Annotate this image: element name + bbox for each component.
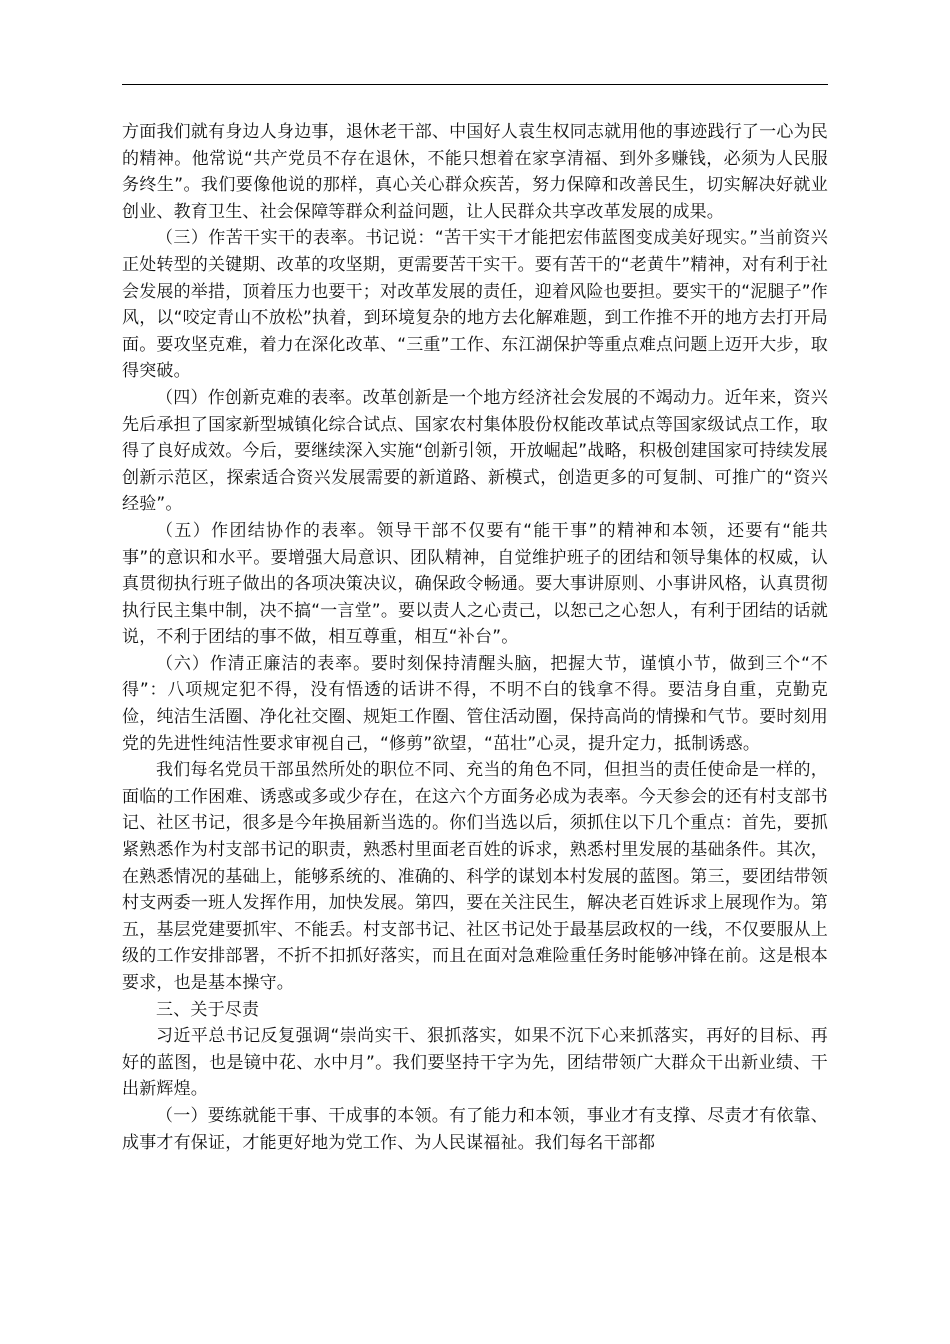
paragraph-village-secretaries: 我们每名党员干部虽然所处的职位不同、充当的角色不同，但担当的责任使命是一样的，面临的工作困难、诱惑或多或少存在，在这六个方面务必成为表率。今天参会的还有村支部书记、社区书记，很多是今年换届新当选的。你们当选以后，须抓住以下几个重点：首先，要抓紧熟悉作为村支部书记的职责，熟悉村里面老百姓的诉求，熟悉村里发展的基础条件。其次，在熟悉情况的基础上，能够系统的、准确的、科学的谋划本村发展的蓝图。第三，要团结带领村支两委一班人发挥作用，加快发展。第四，要在关注民生，解决老百姓诉求上展现作为。第五，基层党建要抓牢、不能丢。村支部书记、社区书记处于最基层政权的一线，不仅要服从上级的工作安排部署，不折不扣抓好落实，而且在面对急难险重任务时能够冲锋在前。这是根本要求，也是基本操守。 bbox=[122, 760, 828, 993]
paragraph-innovation: （四）作创新克难的表率。改革创新是一个地方经济社会发展的不竭动力。近年来，资兴先后承担了国家新型城镇化综合试点、国家农村集体股份权能改革试点等国家级试点工作，取得了良好成效。今后，要继续深入实施“创新引领，开放崛起”战略，积极创建国家可持续发展创新示范区，探索适合资兴发展需要的新道路、新模式，创造更多的可复制、可推广的“资兴经验”。 bbox=[122, 387, 829, 515]
paragraph-unity: （五）作团结协作的表率。领导干部不仅要有“能干事”的精神和本领，还要有“能共事”的意识和水平。要增强大局意识、团队精神，自觉维护班子的团结和领导集体的权威，认真贯彻执行班子做出的各项决策决议，确保政令畅通。要大事讲原则、小事讲风格，认真贯彻执行民主集中制，决不搞“一言堂”。要以责人之心责己，以恕己之心恕人，有利于团结的话就说，不利于团结的事不做，相互尊重，相互“补台”。 bbox=[122, 520, 829, 648]
paragraph-skills: （一）要练就能干事、干成事的本领。有了能力和本领，事业才有支撑、尽责才有依靠、成事才有保证，才能更好地为党工作、为人民谋福祉。我们每名干部都 bbox=[122, 1105, 828, 1153]
document-body bbox=[122, 119, 828, 1156]
paragraph-people-centered-example: 方面我们就有身边人身边事，退休老干部、中国好人袁生权同志就用他的事迹践行了一心为民的精神。他常说“共产党员不存在退休，不能只想着在家享清福、到外多赚钱，必须为人民服务终生”。我们要像他说的那样，真心关心群众疾苦，努力保障和改善民生，切实解决好就业创业、教育卫生、社会保障等群众利益问题，让人民群众共享改革发展的成果。 bbox=[122, 122, 828, 222]
section-heading-duty: 三、关于尽责 bbox=[156, 999, 260, 1020]
paragraph-hard-work: （三）作苦干实干的表率。书记说：“苦干实干才能把宏伟蓝图变成美好现实。”当前资兴正处转型的关键期、改革的攻坚期，更需要苦干实干。要有苦干的“老黄牛”精神，对有利于社会发展的举措，顶着压力也要干；对改革发展的责任，迎着风险也要担。要实干的“泥腿子”作风，以“咬定青山不放松”执着，到环境复杂的地方去化解难题，到工作推不开的地方去打开局面。要攻坚克难，着力在深化改革、“三重”工作、东江湖保护等重点难点问题上迈开大步，取得突破。 bbox=[122, 228, 829, 382]
paragraph-xi-quote: 习近平总书记反复强调“崇尚实干、狠抓落实，如果不沉下心来抓落实，再好的目标、再好的蓝图，也是镜中花、水中月”。我们要坚持干字为先，团结带领广大群众干出新业绩、干出新辉煌。 bbox=[122, 1026, 828, 1100]
paragraph-integrity: （六）作清正廉洁的表率。要时刻保持清醒头脑，把握大节，谨慎小节，做到三个“不得”：八项规定犯不得，没有悟透的话讲不得，不明不白的钱拿不得。要洁身自重，克勤克俭，纯洁生活圈、净化社交圈、规矩工作圈、管住活动圈，保持高尚的情操和气节。要时刻用党的先进性纯洁性要求审视自己，“修剪”欲望，“茁壮”心灵，提升定力，抵制诱惑。 bbox=[122, 653, 828, 754]
header-rule bbox=[122, 84, 828, 85]
